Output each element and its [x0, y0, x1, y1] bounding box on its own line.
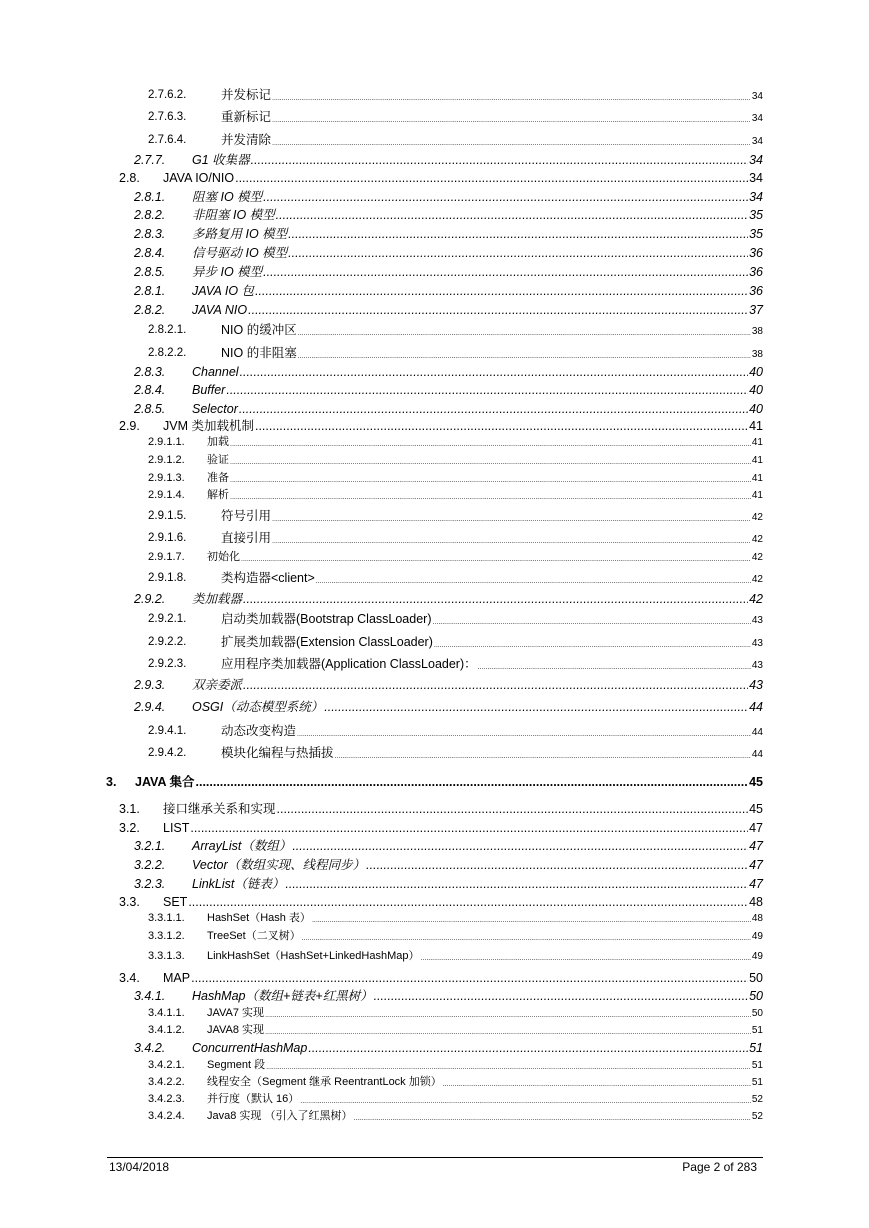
toc-entry-page: 49	[751, 951, 763, 962]
toc-entry[interactable]	[134, 593, 763, 606]
dot-leader	[196, 776, 749, 789]
toc-entry[interactable]	[134, 701, 763, 714]
toc-entry-title: Vector（数组实现、线程同步）	[192, 858, 366, 872]
toc-entry-number: 2.9.1.8.	[148, 572, 187, 584]
toc-entry-number: 2.9.3.	[134, 678, 166, 692]
dot-leader	[324, 701, 748, 714]
toc-entry-page: 35	[749, 208, 763, 222]
dot-leader	[239, 403, 748, 416]
toc-entry-number: 3.4.1.2.	[148, 1024, 185, 1036]
dot-leader	[272, 538, 751, 545]
dot-leader	[188, 896, 748, 909]
toc-entry-number: 2.7.6.2.	[148, 89, 187, 101]
toc-entry-title: 动态改变构造	[221, 724, 297, 738]
toc-entry-page: 52	[751, 1111, 763, 1122]
toc-entry[interactable]	[148, 510, 763, 523]
toc-entry-page: 48	[749, 895, 763, 909]
toc-entry[interactable]	[148, 931, 763, 942]
toc-entry-page: 34	[749, 190, 763, 204]
toc-entry-number: 2.9.1.4.	[148, 489, 185, 501]
toc-entry-number: 2.8.1.	[134, 284, 166, 298]
dot-leader	[191, 972, 748, 985]
toc-entry-page: 40	[749, 402, 763, 416]
toc-entry-title: 直接引用	[221, 531, 272, 545]
toc-entry[interactable]	[148, 532, 763, 545]
toc-entry-page: 41	[751, 437, 763, 448]
toc-entry-title: HashSet（Hash 表）	[207, 912, 311, 924]
toc-entry-title: 信号驱动 IO 模型	[192, 246, 288, 260]
toc-entry-title: LinkList（链表）	[192, 877, 285, 891]
toc-entry-title: LinkHashSet（HashSet+LinkedHashMap）	[207, 950, 420, 962]
toc-entry-page: 34	[749, 171, 763, 185]
toc-entry-page: 42	[751, 511, 763, 523]
toc-entry[interactable]	[148, 1025, 763, 1036]
toc-entry-page: 36	[749, 246, 763, 260]
dot-leader	[292, 840, 748, 853]
toc-entry[interactable]	[134, 228, 763, 241]
dot-leader	[255, 420, 748, 433]
toc-entry-number: 3.2.3.	[134, 877, 166, 891]
toc-entry-page: 42	[751, 552, 763, 563]
toc-entry-title: JAVA8 实现	[207, 1024, 265, 1036]
toc-entry[interactable]	[148, 134, 763, 147]
toc-entry[interactable]	[134, 304, 763, 317]
toc-entry-page: 45	[749, 775, 763, 789]
toc-entry-page: 42	[751, 533, 763, 545]
footer-divider	[107, 1157, 763, 1158]
dot-leader	[230, 494, 751, 501]
toc-entry-page: 34	[751, 90, 763, 102]
toc-entry-title: 符号引用	[221, 509, 272, 523]
toc-entry-number: 3.4.2.	[134, 1041, 166, 1055]
toc-entry-number: 3.3.1.1.	[148, 912, 185, 924]
toc-entry-title: JAVA7 实现	[207, 1007, 265, 1019]
dot-leader	[285, 878, 748, 891]
toc-entry-page: 36	[749, 284, 763, 298]
toc-entry[interactable]	[148, 347, 763, 360]
toc-entry-title: 解析	[207, 489, 229, 501]
toc-entry[interactable]	[134, 285, 763, 298]
toc-entry-number: 2.8.3.	[134, 227, 166, 241]
dot-leader	[241, 556, 751, 563]
toc-entry-title: 扩展类加载器(Extension ClassLoader)	[221, 635, 433, 649]
toc-entry-title: G1 收集器	[192, 153, 250, 167]
toc-entry-number: 2.9.1.7.	[148, 551, 185, 563]
toc-entry-number: 2.8.5.	[134, 402, 166, 416]
toc-entry[interactable]	[148, 437, 763, 448]
dot-leader	[243, 593, 748, 606]
toc-entry-title: 异步 IO 模型	[192, 265, 263, 279]
toc-entry-page: 43	[751, 659, 763, 671]
dot-leader	[298, 353, 751, 360]
toc-entry-page: 44	[751, 726, 763, 738]
toc-entry[interactable]	[148, 1060, 763, 1071]
toc-entry-number: 3.2.	[119, 821, 140, 835]
toc-entry[interactable]	[134, 878, 763, 891]
toc-entry-page: 34	[751, 112, 763, 124]
toc-entry-number: 2.8.4.	[134, 246, 166, 260]
toc-entry[interactable]	[119, 803, 763, 816]
toc-entry-number: 2.9.2.3.	[148, 658, 187, 670]
toc-entry-page: 43	[751, 614, 763, 626]
toc-entry-title: 阻塞 IO 模型	[192, 190, 263, 204]
toc-entry[interactable]	[148, 613, 763, 626]
toc-entry-number: 3.4.1.1.	[148, 1007, 185, 1019]
toc-entry[interactable]	[134, 209, 763, 222]
footer-date: 13/04/2018	[109, 1160, 170, 1174]
toc-entry-title: 非阻塞 IO 模型	[192, 208, 275, 222]
dot-leader	[432, 619, 750, 626]
toc-entry-page: 47	[749, 839, 763, 853]
toc-entry-number: 2.9.	[119, 419, 140, 433]
toc-entry-title: 准备	[207, 472, 229, 484]
toc-entry-page: 47	[749, 877, 763, 891]
toc-entry[interactable]	[148, 490, 763, 501]
toc-entry-page: 37	[749, 303, 763, 317]
toc-entry-title: JAVA 集合	[135, 775, 195, 789]
toc-entry[interactable]	[148, 1008, 763, 1019]
toc-entry-title: NIO 的非阻塞	[221, 346, 297, 360]
toc-entry-number: 2.7.6.3.	[148, 111, 187, 123]
toc-entry-title: OSGI（动态模型系统）	[192, 700, 324, 714]
toc-entry-title: ConcurrentHashMap	[192, 1041, 308, 1055]
toc-entry[interactable]	[148, 1094, 763, 1105]
toc-entry-number: 2.8.2.	[134, 303, 166, 317]
toc-entry[interactable]	[148, 89, 763, 102]
toc-entry[interactable]	[134, 191, 763, 204]
toc-entry-number: 2.9.4.1.	[148, 725, 187, 737]
dot-leader	[288, 228, 748, 241]
dot-leader	[230, 459, 751, 466]
toc-entry-page: 41	[749, 419, 763, 433]
toc-entry-number: 2.8.	[119, 171, 140, 185]
dot-leader	[240, 366, 749, 379]
toc-entry[interactable]	[148, 747, 763, 760]
toc-entry-number: 3.2.2.	[134, 858, 166, 872]
dot-leader	[353, 1115, 750, 1122]
toc-entry-page: 36	[749, 265, 763, 279]
dot-leader	[308, 1042, 748, 1055]
toc-entry-number: 2.9.2.	[134, 592, 166, 606]
toc-entry-number: 3.4.1.	[134, 989, 166, 1003]
toc-entry-number: 2.8.1.	[134, 190, 166, 204]
toc-entry[interactable]	[134, 366, 763, 379]
dot-leader	[276, 209, 748, 222]
toc-entry-number: 2.7.7.	[134, 153, 166, 167]
toc-entry-title: 接口继承关系和实现	[163, 802, 276, 816]
toc-entry-page: 45	[749, 802, 763, 816]
toc-entry-title: 模块化编程与热插拔	[221, 746, 334, 760]
toc-entry[interactable]	[134, 840, 763, 853]
toc-entry-page: 50	[751, 1008, 763, 1019]
dot-leader	[312, 917, 751, 924]
toc-entry-page: 51	[751, 1060, 763, 1071]
toc-entry-title: 多路复用 IO 模型	[192, 227, 288, 241]
dot-leader	[277, 803, 749, 816]
toc-entry-page: 41	[751, 490, 763, 501]
dot-leader	[316, 578, 751, 585]
toc-entry-number: 3.3.1.2.	[148, 930, 185, 942]
toc-entry[interactable]	[134, 1042, 763, 1055]
toc-entry-title: JAVA NIO	[192, 303, 248, 317]
toc-entry-title: Channel	[192, 365, 239, 379]
toc-entry-number: 3.4.2.4.	[148, 1110, 185, 1122]
toc-entry-title: Java8 实现 （引入了红黑树）	[207, 1110, 353, 1122]
toc-entry-number: 3.1.	[119, 802, 140, 816]
toc-entry-number: 2.8.2.1.	[148, 324, 187, 336]
toc-entry-title: 类构造器<client>	[221, 571, 315, 585]
toc-entry[interactable]	[148, 1077, 763, 1088]
dot-leader	[263, 266, 748, 279]
toc-entry-number: 2.9.1.5.	[148, 510, 187, 522]
toc-entry-page: 44	[749, 700, 763, 714]
toc-entry-number: 2.8.3.	[134, 365, 166, 379]
toc-entry-page: 38	[751, 325, 763, 337]
dot-leader	[255, 285, 748, 298]
toc-entry-title: NIO 的缓冲区	[221, 323, 297, 337]
toc-entry[interactable]	[119, 972, 763, 985]
dot-leader	[366, 859, 748, 872]
toc-entry-number: 2.9.4.	[134, 700, 166, 714]
dot-leader	[300, 1098, 751, 1105]
toc-entry-number: 2.9.1.1.	[148, 436, 185, 448]
dot-leader	[478, 664, 751, 671]
toc-entry[interactable]	[148, 552, 763, 563]
toc-entry-number: 3.4.2.2.	[148, 1076, 185, 1088]
dot-leader	[265, 1012, 751, 1019]
toc-entry[interactable]	[148, 725, 763, 738]
dot-leader	[302, 935, 751, 942]
toc-entry-number: 3.2.1.	[134, 839, 166, 853]
toc-entry-page: 47	[749, 858, 763, 872]
toc-entry-title: MAP	[163, 971, 191, 985]
toc-entry-title: JAVA IO 包	[192, 284, 255, 298]
dot-leader	[272, 140, 751, 147]
toc-entry-number: 2.8.2.2.	[148, 347, 187, 359]
toc-entry-title: 加载	[207, 436, 229, 448]
toc-entry-title: SET	[163, 895, 188, 909]
toc-entry-title: ArrayList（数组）	[192, 839, 292, 853]
toc-entry-page: 51	[749, 1041, 763, 1055]
dot-leader	[230, 477, 751, 484]
toc-entry-page: 42	[751, 573, 763, 585]
footer-page-number: Page 2 of 283	[682, 1160, 757, 1174]
toc-entry-title: HashMap（数组+链表+红黑树）	[192, 989, 373, 1003]
toc-entry-number: 3.3.1.3.	[148, 950, 185, 962]
toc-entry-number: 3.3.	[119, 895, 140, 909]
toc-entry[interactable]	[148, 111, 763, 124]
toc-entry-title: 线程安全（Segment 继承 ReentrantLock 加锁）	[207, 1076, 442, 1088]
toc-entry-title: 并发清除	[221, 133, 272, 147]
toc-entry-number: 2.8.4.	[134, 383, 166, 397]
toc-entry-page: 34	[751, 135, 763, 147]
toc-entry[interactable]	[148, 951, 763, 962]
dot-leader	[374, 990, 748, 1003]
toc-entry[interactable]	[119, 172, 763, 185]
toc-entry-page: 41	[751, 473, 763, 484]
toc-entry-page: 51	[751, 1025, 763, 1036]
toc-entry-title: Buffer	[192, 383, 226, 397]
toc-entry-title: TreeSet（二叉树）	[207, 930, 301, 942]
toc-entry-number: 3.4.2.1.	[148, 1059, 185, 1071]
toc-entry-title: 双亲委派	[192, 678, 243, 692]
dot-leader	[266, 1064, 751, 1071]
toc-entry-title: 并发标记	[221, 88, 272, 102]
dot-leader	[298, 330, 751, 337]
toc-entry-page: 35	[749, 227, 763, 241]
dot-leader	[190, 822, 748, 835]
toc-entry-title: 类加载器	[192, 592, 243, 606]
toc-entry-page: 38	[751, 348, 763, 360]
dot-leader	[272, 516, 751, 523]
toc-entry[interactable]	[119, 822, 763, 835]
toc-entry-number: 3.	[106, 775, 117, 789]
toc-entry-title: 并行度（默认 16）	[207, 1093, 300, 1105]
dot-leader	[288, 247, 748, 260]
toc-entry-title: JAVA IO/NIO	[163, 171, 235, 185]
toc-entry-title: 重新标记	[221, 110, 272, 124]
toc-entry-page: 40	[749, 365, 763, 379]
dot-leader	[265, 1029, 751, 1036]
toc-entry-page: 42	[749, 592, 763, 606]
dot-leader	[420, 955, 750, 962]
dot-leader	[434, 642, 751, 649]
toc-entry-number: 2.8.2.	[134, 208, 166, 222]
dot-leader	[251, 154, 748, 167]
toc-entry-page: 52	[751, 1094, 763, 1105]
dot-leader	[443, 1081, 751, 1088]
toc-entry[interactable]	[134, 247, 763, 260]
toc-entry[interactable]	[119, 420, 763, 433]
toc-entry-page: 51	[751, 1077, 763, 1088]
toc-entry-number: 2.9.2.1.	[148, 613, 187, 625]
toc-entry-title: LIST	[163, 821, 190, 835]
toc-entry[interactable]	[148, 572, 763, 585]
dot-leader	[272, 117, 751, 124]
dot-leader	[230, 441, 751, 448]
toc-entry-number: 2.9.1.6.	[148, 532, 187, 544]
toc-entry[interactable]	[134, 266, 763, 279]
toc-entry-page: 40	[749, 383, 763, 397]
toc-entry-page: 47	[749, 821, 763, 835]
toc-entry-number: 3.4.2.3.	[148, 1093, 185, 1105]
toc-entry-number: 2.9.4.2.	[148, 747, 187, 759]
dot-leader	[272, 95, 751, 102]
toc-entry[interactable]	[148, 324, 763, 337]
toc-entry-number: 2.9.2.2.	[148, 636, 187, 648]
toc-entry[interactable]	[134, 403, 763, 416]
toc-entry[interactable]	[148, 658, 763, 671]
dot-leader	[235, 172, 748, 185]
dot-leader	[335, 753, 751, 760]
toc-entry-title: 初始化	[207, 551, 240, 563]
toc-entry-page: 50	[749, 989, 763, 1003]
toc-entry-title: 验证	[207, 454, 229, 466]
toc-entry[interactable]	[134, 859, 763, 872]
toc-entry[interactable]	[134, 990, 763, 1003]
dot-leader	[243, 679, 748, 692]
toc-entry-page: 34	[749, 153, 763, 167]
toc-entry-number: 2.7.6.4.	[148, 134, 187, 146]
toc-entry-number: 2.9.1.3.	[148, 472, 185, 484]
toc-entry[interactable]	[148, 1111, 763, 1122]
toc-entry[interactable]	[119, 896, 763, 909]
dot-leader	[297, 731, 751, 738]
dot-leader	[263, 191, 748, 204]
toc-entry[interactable]	[134, 679, 763, 692]
dot-leader	[248, 304, 748, 317]
toc-entry[interactable]	[148, 636, 763, 649]
toc-entry[interactable]	[106, 776, 763, 789]
toc-entry-title: Selector	[192, 402, 238, 416]
toc-entry-title: Segment 段	[207, 1059, 266, 1071]
toc-entry-title: 应用程序类加载器(Application ClassLoader)：	[221, 657, 477, 671]
toc-entry[interactable]	[148, 913, 763, 924]
toc-entry[interactable]	[148, 455, 763, 466]
toc-entry[interactable]	[148, 473, 763, 484]
toc-entry-page: 48	[751, 913, 763, 924]
toc-entry[interactable]	[134, 154, 763, 167]
toc-entry-title: JVM 类加载机制	[163, 419, 254, 433]
toc-entry-title: 启动类加载器(Bootstrap ClassLoader)	[221, 612, 432, 626]
toc-entry-number: 3.4.	[119, 971, 140, 985]
toc-entry-page: 43	[749, 678, 763, 692]
toc-entry-number: 2.8.5.	[134, 265, 166, 279]
dot-leader	[226, 384, 748, 397]
toc-entry[interactable]	[134, 384, 763, 397]
toc-entry-page: 43	[751, 637, 763, 649]
toc-entry-page: 41	[751, 455, 763, 466]
toc-entry-number: 2.9.1.2.	[148, 454, 185, 466]
toc-entry-page: 50	[749, 971, 763, 985]
toc-entry-page: 49	[751, 931, 763, 942]
toc-entry-page: 44	[751, 748, 763, 760]
